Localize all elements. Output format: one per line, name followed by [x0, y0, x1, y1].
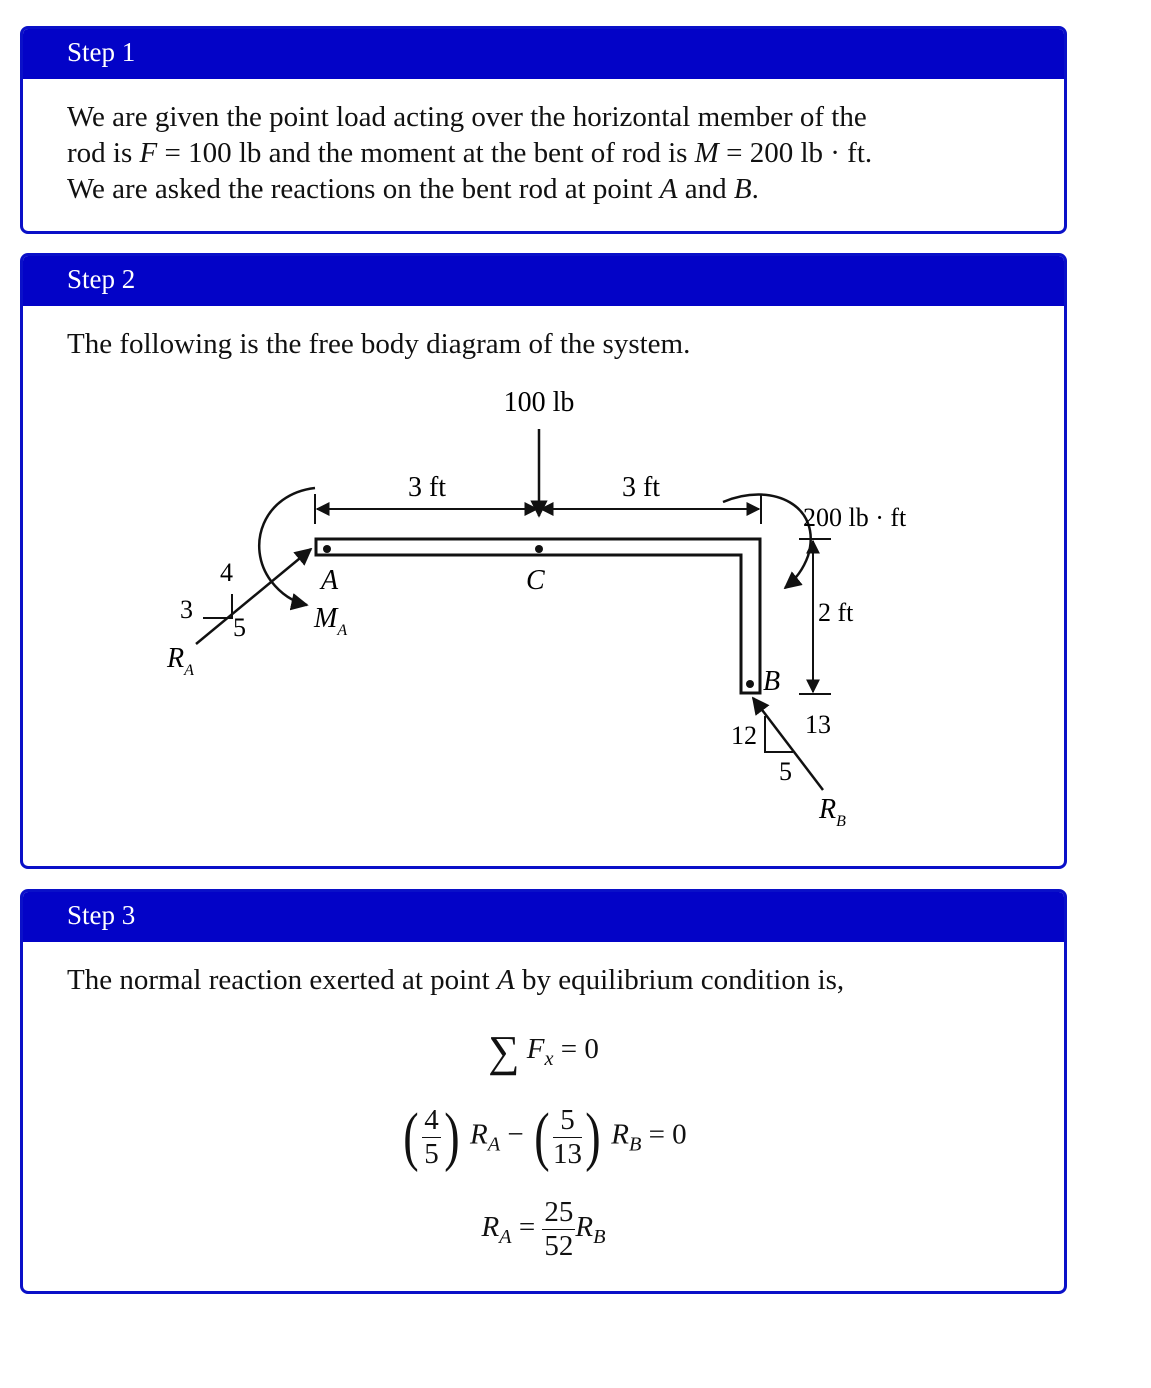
fraction-5-13 — [552, 1103, 582, 1170]
equation-component — [23, 1100, 1064, 1184]
eq2-ra-sub: A — [487, 1133, 501, 1156]
step-1-text-3b: and — [677, 173, 734, 205]
dim-vertical-label: 2 ft — [818, 598, 854, 627]
step-2-text: The following is the free body diagram of the system. — [67, 328, 691, 360]
symbol-m: M — [694, 137, 719, 169]
step-1-line-3 — [67, 171, 1020, 207]
eq2-minus: − — [500, 1118, 531, 1151]
step-1-text-2c: = 200 lb · ft. — [718, 137, 873, 169]
symbol-f: F — [139, 137, 158, 169]
point-a-label: A — [321, 565, 339, 596]
dim-right-label: 3 ft — [621, 472, 661, 503]
eq1-sub-x: x — [544, 1047, 554, 1070]
tri-b-13: 13 — [805, 710, 831, 739]
reaction-b-label: $R_B$ — [819, 794, 846, 830]
step-1-header: Step 1 — [23, 29, 1064, 79]
bent-rod — [316, 539, 760, 693]
step-1-line-2 — [67, 135, 1020, 171]
equation-sum-fx — [23, 1026, 1064, 1076]
tri-a-4: 4 — [220, 558, 233, 587]
step-3-text-a: The normal reaction exerted at point — [67, 964, 497, 996]
paren-close-1: ) — [444, 1100, 460, 1173]
tri-b-5: 5 — [779, 757, 792, 786]
step-3-header: Step 3 — [23, 892, 1064, 942]
reaction-a-label: $R_A$ — [167, 643, 194, 679]
fraction-25-52 — [542, 1198, 575, 1261]
reaction-a-arrow — [196, 549, 311, 644]
eq3-ra: R — [481, 1211, 500, 1244]
point-a-dot — [323, 545, 331, 553]
paren-open-2: ( — [534, 1100, 550, 1173]
step-2-card — [20, 253, 1067, 869]
moment-a-label: $M_A$ — [314, 603, 348, 639]
step-1-text-3a: We are asked the reactions on the bent rod at point — [67, 173, 660, 205]
load-label: 100 lb — [503, 387, 575, 418]
fraction-4-5-den: 5 — [424, 1137, 439, 1170]
eq2-rhs: = 0 — [641, 1118, 687, 1151]
tri-a-3: 3 — [180, 595, 193, 624]
step-1-text-3c: . — [751, 173, 759, 205]
step-1-body — [23, 79, 1064, 207]
step-2-body — [23, 306, 1064, 362]
step-3-text — [67, 962, 1020, 998]
point-b-label: B — [763, 666, 781, 697]
symbol-a: A — [659, 173, 678, 205]
step-3-text-b: by equilibrium condition is, — [514, 964, 845, 996]
eq1-f: F — [526, 1033, 545, 1066]
tri-a-5: 5 — [233, 613, 246, 642]
fraction-4-5 — [422, 1103, 441, 1170]
dim-left-label: 3 ft — [407, 472, 447, 503]
free-body-diagram — [23, 376, 1064, 869]
step-3-body — [23, 942, 1064, 998]
symbol-a: A — [497, 964, 515, 996]
step-1-line-1 — [67, 99, 1020, 135]
step-1-text-2b: = 100 lb and the moment at the bent of rod is — [157, 137, 695, 169]
paren-open-1: ( — [403, 1100, 419, 1173]
tri-b-12: 12 — [731, 721, 757, 750]
step-3-card — [20, 889, 1067, 1294]
eq2-rb: R — [611, 1118, 629, 1151]
sigma-symbol: ∑ — [488, 1027, 520, 1076]
point-c-label: C — [526, 565, 545, 596]
step-1-text-1: We are given the point load acting over the horizontal member of the — [67, 101, 867, 133]
eq3-ra-sub: A — [499, 1225, 512, 1248]
eq3-rb-sub: B — [593, 1225, 606, 1248]
fraction-25-52-den: 52 — [544, 1230, 574, 1262]
point-c-dot — [535, 545, 543, 553]
point-b-dot — [746, 680, 754, 688]
eq1-rhs: = 0 — [553, 1033, 599, 1066]
eq2-rb-sub: B — [628, 1133, 642, 1156]
fraction-25-52-num: 25 — [544, 1196, 574, 1228]
eq3-equals: = — [511, 1211, 543, 1244]
slope-triangle-a — [203, 594, 232, 618]
step-1-text-2a: rod is — [67, 137, 140, 169]
moment-a-arc — [259, 488, 315, 605]
moment-label: 200 lb · ft — [803, 503, 907, 532]
eq3-rb: R — [575, 1211, 594, 1244]
fraction-4-5-num: 4 — [424, 1103, 439, 1136]
fraction-5-13-num: 5 — [553, 1106, 582, 1138]
eq2-ra: R — [470, 1118, 488, 1151]
step-1-card — [20, 26, 1067, 234]
equation-ra-result — [23, 1198, 1064, 1278]
paren-close-2: ) — [585, 1100, 601, 1173]
symbol-b: B — [733, 173, 752, 205]
step-2-header: Step 2 — [23, 256, 1064, 306]
fraction-5-13-den: 13 — [552, 1137, 582, 1170]
